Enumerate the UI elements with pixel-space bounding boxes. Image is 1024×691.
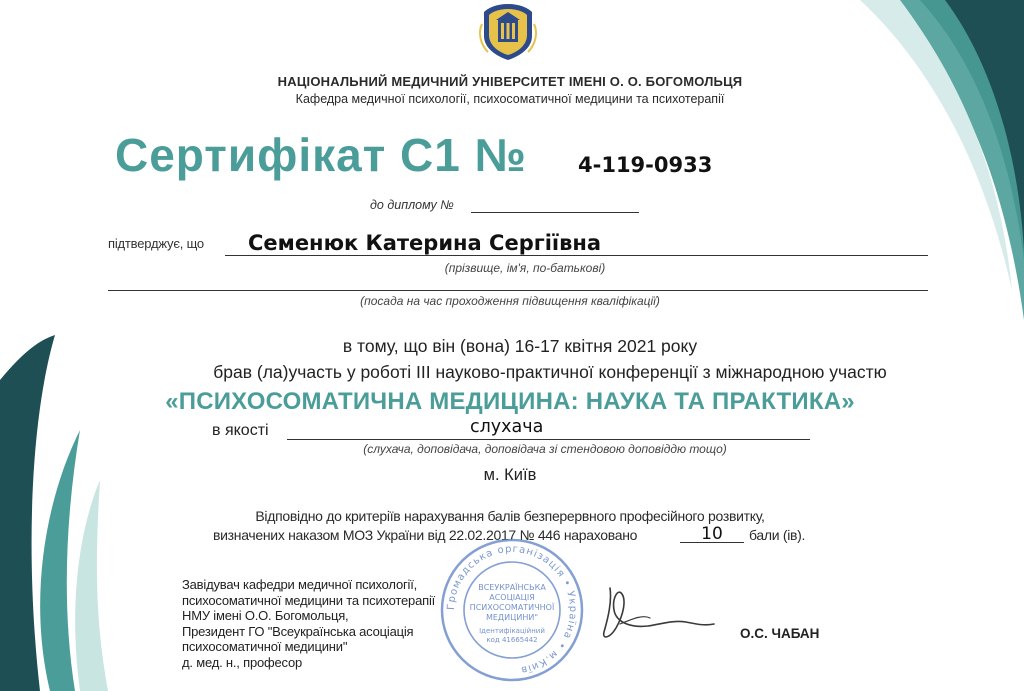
diploma-number-line <box>471 212 639 213</box>
position-hint: (посада на час проходження підвищення кваліфікації) <box>360 294 660 308</box>
signer-credential-line: психосоматичної медицини та психотерапії <box>182 592 436 608</box>
conference-title: «ПСИХОСОМАТИЧНА МЕДИЦИНА: НАУКА ТА ПРАКТИКА» <box>165 388 855 415</box>
svg-text:ПСИХОСОМАТИЧНОЇ: ПСИХОСОМАТИЧНОЇ <box>469 603 555 612</box>
points-criteria-text: Відповідно до критеріїв нарахування балів безперервного професійного розвитку, <box>255 508 765 524</box>
diploma-label: до диплому № <box>370 198 454 212</box>
university-name: НАЦІОНАЛЬНИЙ МЕДИЧНИЙ УНІВЕРСИТЕТ ІМЕНІ О. О. БОГОМОЛЬЦЯ <box>277 74 743 89</box>
position-line <box>108 290 928 291</box>
signer-credential-line: Завідувач кафедри медичної психології, <box>182 577 418 592</box>
svg-text:ВСЕУКРАЇНСЬКА: ВСЕУКРАЇНСЬКА <box>478 583 546 592</box>
points-unit: бали (ів). <box>749 527 806 543</box>
svg-text:код 41665442: код 41665442 <box>486 636 538 644</box>
signer-credential-line: НМУ імені О.О. Богомольця, <box>182 608 349 624</box>
name-line <box>225 255 928 256</box>
certificate-number: 4-119-0933 <box>578 153 713 177</box>
points-line <box>680 542 744 543</box>
signer-credential-line: д. мед. н., професор <box>182 654 303 670</box>
role-value: слухача <box>470 417 544 437</box>
points-order-text: визначених наказом МОЗ України від 22.02.2017 № 446 нараховано <box>213 527 638 543</box>
confirms-label: підтверджує, що <box>108 236 204 251</box>
role-line <box>287 439 810 440</box>
signer-credential-line: Президент ГО "Всеукраїнська асоціація <box>182 623 414 639</box>
university-crest-icon <box>476 2 540 62</box>
city: м. Київ <box>483 466 537 484</box>
points-value: 10 <box>701 524 723 544</box>
certificate-title: Сертифікат С1 № <box>115 129 527 181</box>
handwritten-signature-icon <box>590 580 730 650</box>
left-teal-swoosh <box>40 430 80 691</box>
svg-text:АСОЦІАЦІЯ: АСОЦІАЦІЯ <box>489 593 535 602</box>
role-hint: (слухача, доповідача, доповідача зі стендовою доповіддю тощо) <box>363 442 727 456</box>
svg-text:Ідентифікаційний: Ідентифікаційний <box>479 627 545 635</box>
event-date-text: в тому, що він (вона) 16-17 квітня 2021 року <box>342 336 698 356</box>
left-light-swoosh <box>75 480 108 691</box>
round-stamp-icon <box>436 534 588 686</box>
name-hint: (прізвище, ім'я, по-батькові) <box>444 261 606 275</box>
signer-credentials <box>182 577 435 671</box>
role-label: в якості <box>212 422 269 439</box>
svg-text:Громадська організація • Украї: Громадська організація • Україна • м.Київ <box>445 543 579 676</box>
svg-text:МЕДИЦИНИ": МЕДИЦИНИ" <box>485 613 539 622</box>
signer-credential-line: психосоматичної медицини" <box>182 639 348 655</box>
recipient-full-name: Семенюк Катерина Сергіївна <box>248 231 602 255</box>
signer-name: О.С. ЧАБАН <box>740 626 820 641</box>
department-name: Кафедра медичної психології, психосоматичної медицини та психотерапії <box>295 92 725 106</box>
participation-text: брав (ла)участь у роботі ІІІ науково-практичної конференції з міжнародною участю <box>213 362 887 382</box>
